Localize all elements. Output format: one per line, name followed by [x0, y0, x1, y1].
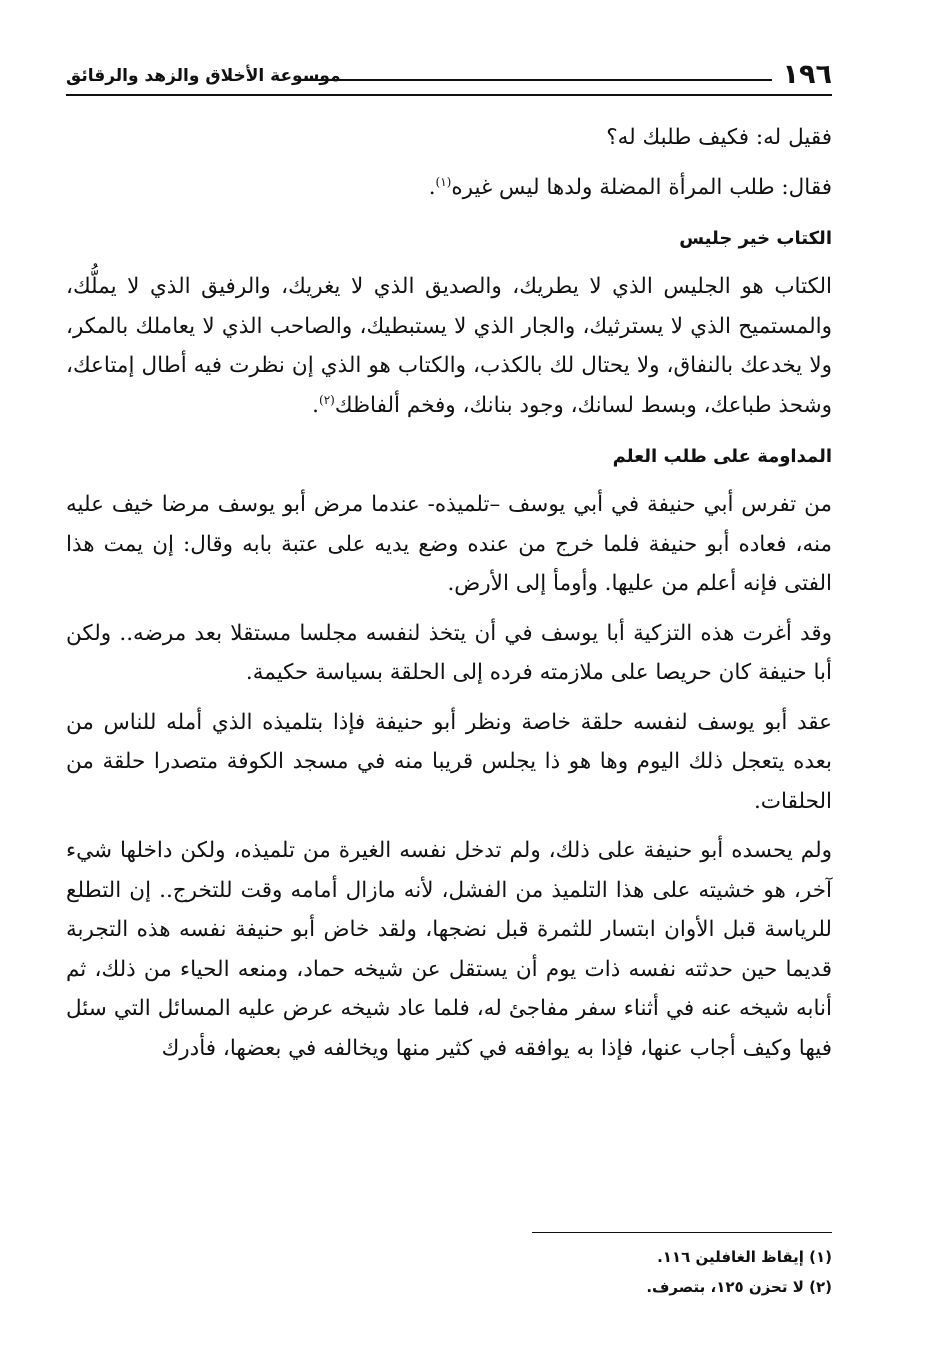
- header-bottom-rule: [66, 94, 832, 96]
- dialogue-line-2-text: فقال: طلب المرأة المضلة ولدها ليس غيره: [451, 174, 832, 200]
- footnote-ref-1: (١): [435, 174, 452, 189]
- footnote-rule: [532, 1232, 832, 1233]
- dialogue-line-2-end: .: [428, 174, 436, 200]
- footnotes: [132, 1242, 832, 1302]
- running-title: موسوعة الأخلاق والزهد والرقائق: [66, 66, 341, 86]
- header-rule: [302, 79, 772, 81]
- paragraph-book: [66, 267, 832, 425]
- paragraph-abu-hanifa-4: ولم يحسده أبو حنيفة على ذلك، ولم تدخل نفسه الغيرة من تلميذه، ولكن داخلها شيء آخر، هو خشيته على هذا التلميذ من الفشل، لأنه مازال أمامه وقت للتخرج.. إن التطلع للرياسة قبل الأوان ابتسار للثمرة قبل نضجها، ولقد خاض أبو حنيفة نفسه هذه التجربة قديما حين حدثته نفسه ذات يوم أن يستقل عن شيخه حماد، ومنعه الحياء من ذلك، ثم أنابه شيخه عنه في أثناء سفر مفاجئ له، فلما عاد شيخه عرض عليه المسائل التي سئل فيها وكيف أجاب عنها، فإذا به يوافقه في كثير منها ويخالفه في بعضها، فأدرك: [66, 838, 833, 1061]
- dialogue-line-2: [66, 168, 832, 208]
- paragraph-book-end: .: [312, 392, 319, 418]
- paragraph-book-text: الكتاب هو الجليس الذي لا يطريك، والصديق الذي لا يغريك، والرفيق الذي لا يملُّك، والمستميح الذي لا يسترثيك، والجار الذي لا يستبطيك، والصاحب الذي لا يعاملك بالمكر، ولا يخدعك بالنفاق، ولا يحتال لك بالكذب، والكتاب هو الذي إن نظرت فيه أطال إمتاعك، وشحذ طباعك، وبسط لسانك، وجود بنانك، وفخم ألفاظك: [66, 274, 832, 418]
- section-heading-book: الكتاب خير جليس: [679, 228, 832, 249]
- dialogue-line-1: [66, 118, 832, 158]
- page-number: ١٩٦: [782, 59, 832, 90]
- section-heading-knowledge: المداومة على طلب العلم: [612, 446, 832, 467]
- paragraph-abu-hanifa-2: وقد أغرت هذه التزكية أبا يوسف في أن يتخذ لنفسه مجلسا مستقلا بعد مرضه.. ولكن أبا حنيفة كان حريصا على ملازمته فرده إلى الحلقة بسياسة حكيمة.: [66, 620, 832, 685]
- paragraph-abu-hanifa-1: من تفرس أبي حنيفة في أبي يوسف –تلميذه- عندما مرض أبو يوسف مرضا خيف عليه منه، فعاده أبو حنيفة فلما خرج من عنده وضع يديه على عتبة بابه وقال: إن يمت هذا الفتى فإنه أعلم من عليها. وأومأ إلى الأرض.: [66, 492, 832, 596]
- footnote-1: (١) إيقاظ الغافلين ١١٦.: [657, 1248, 832, 1266]
- dialogue-line-1-text: فقيل له: فكيف طلبك له؟: [606, 125, 832, 150]
- paragraph-abu-hanifa-3: عقد أبو يوسف لنفسه حلقة خاصة ونظر أبو حنيفة فإذا بتلميذه الذي أمله للناس من بعده يتعجل ذلك اليوم وها هو ذا يجلس قريبا منه في مسجد الكوفة متصدرا حلقة من الحلقات.: [66, 709, 832, 814]
- footnote-2: (٢) لا تحزن ١٢٥، بتصرف.: [646, 1278, 832, 1296]
- page-body: [66, 118, 832, 1068]
- footnote-ref-2: (٢): [319, 392, 335, 407]
- page-header: [66, 58, 832, 98]
